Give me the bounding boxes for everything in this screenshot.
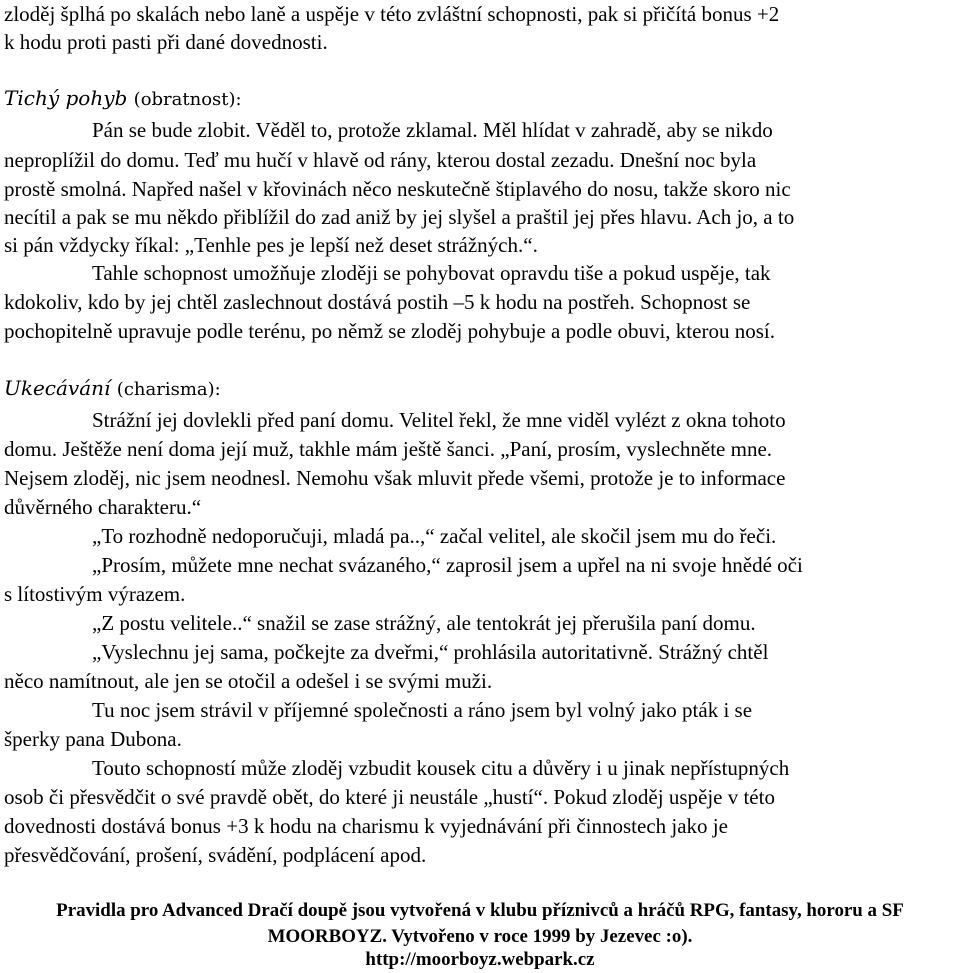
paragraph-line: „To rozhodně nedoporučuji, mladá pa..,“ začal velitel, ale skočil jsem mu do řeči. [92,524,777,548]
paragraph-line: Strážní jej dovlekli před paní domu. Velitel řekl, že mne viděl vylézt z okna tohoto [92,408,786,432]
paragraph-line: důvěrného charakteru.“ [4,495,202,519]
paragraph-line: „Z postu velitele..“ snažil se zase strážný, ale tentokrát jej přerušila paní domu. [92,611,756,635]
paragraph-line: zloděj šplhá po skalách nebo laně a uspěje v této zvláštní schopnosti, pak si přičítá bonus +2 [4,2,780,26]
section-heading-tichy-pohyb [4,84,242,112]
paragraph-line: Tu noc jsem strávil v příjemné společnosti a ráno jsem byl volný jako pták i se [92,698,753,722]
paragraph-line: neproplížil do domu. Teď mu hučí v hlavě od rány, kterou dostal zezadu. Dnešní noc byla [4,148,757,172]
paragraph-line: Tahle schopnost umožňuje zloději se pohybovat opravdu tiše a pokud uspěje, tak [92,261,771,285]
paragraph-line: šperky pana Dubona. [4,727,182,751]
section-heading-ukecavani [4,374,221,402]
paragraph-line: něco namítnout, ale jen se otočil a odešel i se svými muži. [4,669,493,693]
section-attribute: (obratnost): [133,89,242,110]
section-title: Tichý pohyb [4,86,128,110]
section-attribute: (charisma): [116,379,221,400]
section-title: Ukecávání [4,376,111,400]
paragraph-line: Pán se bude zlobit. Věděl to, protože zklamal. Měl hlídat v zahradě, aby se nikdo [92,118,773,142]
paragraph-line: domu. Ještěže není doma její muž, takhle mám ještě šanci. „Paní, prosím, vyslechněte mne. [4,437,773,461]
paragraph-line: přesvědčování, prošení, svádění, podplácení apod. [4,843,427,867]
paragraph-line: kdokoliv, kdo by jej chtěl zaslechnout dostává postih –5 k hodu na postřeh. Schopnost se [4,290,751,314]
paragraph-line: osob či přesvědčit o své pravdě obět, do které ji neustále „hustí“. Pokud zloděj uspěje v této [4,785,775,809]
footer-line: Pravidla pro Advanced Dračí doupě jsou vytvořená v klubu příznivců a hráčů RPG, fantasy, hororu a SF [56,900,904,921]
paragraph-line: dovednosti dostává bonus +3 k hodu na charismu k vyjednávání při činnostech jako je [4,814,728,838]
paragraph-line: pochopitelně upravuje podle terénu, po němž se zloděj pohybuje a podle obuvi, kterou nosí. [4,319,775,343]
paragraph-line: si pán vždycky říkal: „Tenhle pes je lepší než deset strážných.“. [4,233,538,257]
paragraph-line: s lítostivým výrazem. [4,582,186,606]
paragraph-line: Touto schopností může zloděj vzbudit kousek citu a důvěry i u jinak nepřístupných [92,756,790,780]
paragraph-line: prostě smolná. Napřed našel v křovinách něco neskutečně štiplavého do nosu, takže skoro nic [4,177,791,201]
paragraph-line: „Vyslechnu jej sama, počkejte za dveřmi,“ prohlásila autoritativně. Strážný chtěl [92,640,769,664]
paragraph-line: necítil a pak se mu někdo přiblížil do zad aniž by jej slyšel a praštil jej přes hlavu. Ach jo, a to [4,205,795,229]
paragraph-line: Nejsem zloděj, nic jsem neodnesl. Nemohu však mluvit přede všemi, protože je to informace [4,466,786,490]
footer-line: MOORBOYZ. Vytvořeno v roce 1999 by Jezevec :o). [267,926,693,947]
paragraph-line: „Prosím, můžete mne nechat svázaného,“ zaprosil jsem a upřel na ni svoje hnědé oči [92,553,803,577]
paragraph-line: k hodu proti pasti při dané dovednosti. [4,30,328,54]
footer-url[interactable]: http://moorboyz.webpark.cz [365,949,595,970]
